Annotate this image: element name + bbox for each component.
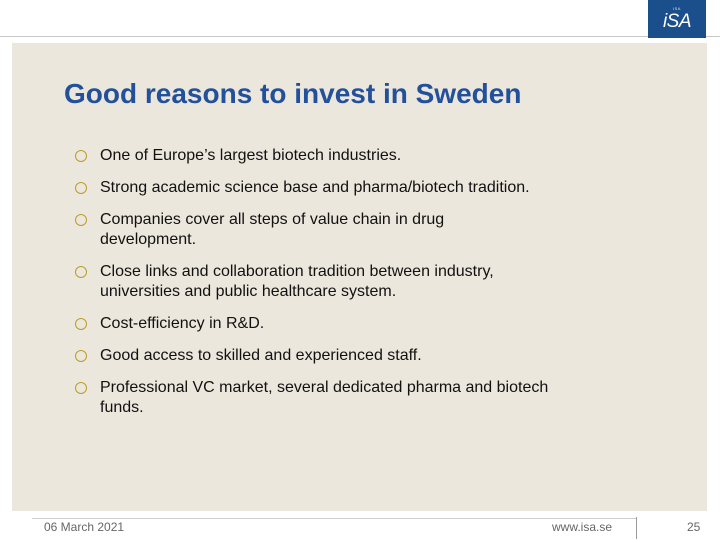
- bullet-item: [75, 210, 495, 250]
- bullet-item: [75, 346, 635, 366]
- bullet-text: Strong academic science base and pharma/biotech tradition.: [100, 179, 530, 196]
- bullet-text: Good access to skilled and experienced staff.: [100, 347, 422, 364]
- slide-title: Good reasons to invest in Sweden: [64, 78, 522, 109]
- logo-small-text: ISA: [673, 5, 681, 11]
- bullet-item: [75, 262, 575, 302]
- bullet-text: One of Europe’s largest biotech industries.: [100, 147, 402, 164]
- circle-outline-icon: [75, 350, 87, 362]
- header-rule: [0, 36, 720, 37]
- footer-divider: [636, 517, 637, 539]
- bullet-text: Professional VC market, several dedicated pharma and biotech funds.: [100, 379, 549, 416]
- footer-rule: [32, 518, 636, 519]
- isa-logo: [648, 0, 706, 38]
- bullet-text: Cost-efficiency in R&D.: [100, 315, 265, 332]
- logo-text: iSA: [662, 10, 692, 32]
- bullet-list: [75, 146, 635, 418]
- bullet-text: Close links and collaboration tradition between industry, universities and public healthcare system.: [100, 263, 494, 300]
- circle-outline-icon: [75, 182, 87, 194]
- bullet-text: Companies cover all steps of value chain in drug development.: [100, 211, 445, 248]
- circle-outline-icon: [75, 318, 87, 330]
- footer-date: 06 March 2021: [44, 520, 125, 534]
- circle-outline-icon: [75, 382, 87, 394]
- bullet-item: [75, 178, 635, 198]
- footer-url: www.isa.se: [552, 520, 613, 534]
- bullet-item: [75, 378, 555, 418]
- bullet-item: [75, 146, 635, 166]
- circle-outline-icon: [75, 214, 87, 226]
- circle-outline-icon: [75, 150, 87, 162]
- bullet-item: [75, 314, 635, 334]
- page-number: 25: [687, 520, 701, 534]
- circle-outline-icon: [75, 266, 87, 278]
